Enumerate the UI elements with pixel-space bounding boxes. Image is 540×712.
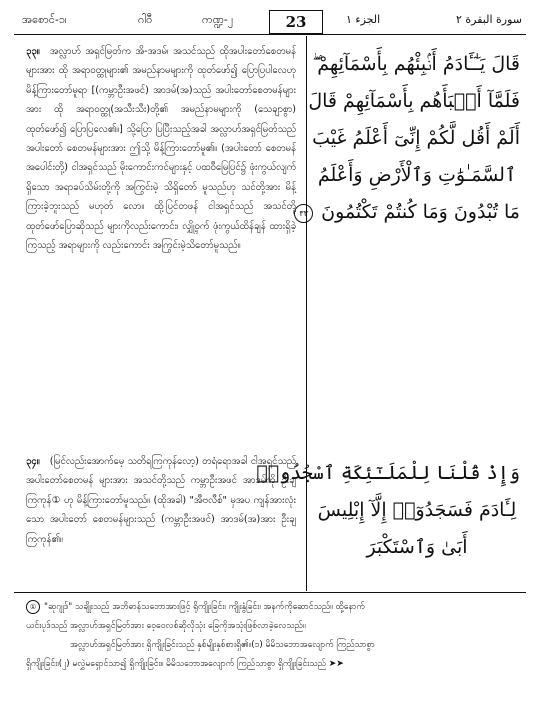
arabic-verse-34 [256,455,520,566]
part-label: ကဏ္ဍ-၂ [202,13,234,26]
footnotes [26,598,522,674]
arabic-line-with-mark [299,194,520,231]
juz-label: الجزء ١ [346,13,381,26]
arabic-verse-33 [299,46,520,231]
continue-arrows-icon: ➤➤ [328,659,344,669]
footnote-line: ယင်းပုဒ်သည် အလ္လာဟ်အရှင်မြတ်အား ဝေ့ဝေလစ်ဆိုလိုသုံး ခြေကိုအသုံးဖြစ်လာခဲ့လေသည်။ [26,621,306,631]
arabic-line: أَلَمْ أَقُل لَّكُمْ إِنِّىٓ أَعْلَمُ غَيْبَ [312,127,520,149]
column-divider [306,36,307,591]
translation-verse-33 [26,42,296,255]
arabic-line: أَبَىٰ وَٱسْتَكْبَرَ [366,536,468,558]
page-header [14,10,526,34]
surah-label: سورة البقرة ٢ [455,13,522,26]
verse-number: ၃၃။ [26,46,40,57]
translation-text: အလ္လာဟ် အရှင်မြတ်က အိ-အဒမ်၊ အသင်သည် ထိုအပါးတော်စေတမန်များအား ထို အရာဝတ္ထုများ၏ အမည်နာမများကို ထုတ်ဖော်၍ ပြောပြပါလေဟု မိန့်ကြားတော်မူရာ [(ကမ္ဘာဦးအဖင်) အာဒမ်(အ)သည် အပါးတော်စေတမန်များအား ထို အရာဝတ္ထု(အသီးသီး)တို့၏ အမည်နာမများကို (သေချာစွာ) ထုတ်ဖော်၍ ပြောပြလေ၏။] သို့ပြော ပြပြီးသည့်အခါ အလ္လာဟ်အရှင်မြတ်သည် အပါးတော် စေတမန်များအား ဤသို့ မိန့်ကြားတော်မူ၏။ (အပါးတော် စေတမန်အပေါင်းတို့) ငါအရှင်သည် မိုးကောင်းကင်များနှင့် ပထဝီမြေပြင်၌ ဖုံးကွယ်လျက် ရှိသော အရာခပ်သိမ်းတို့ကို အကြွင်းမဲ့ သိရှိတော် မူသည်ဟု သင်တို့အား မိန့်ကြားခဲ့ဘူးသည် မဟုတ် လော။ ထို့ပြင်တဖန် ငါအရှင်သည် အသင်တို့ ထုတ်ဖော်ပြောဆိုသည် များကိုလည်းကောင်း၊ လျှို့ဝှက် ဖုံးကွယ်ထိန်ချန် ထားရှိခဲ့ကြသည့် အရာများကို လည်းကောင်း အကြွင်းမဲ့သိတော်မူသည်။ [26,46,296,252]
arabic-line: فَلَمَّآ أَنۢبَأَهُم بِأَسْمَآئِهِمْ قَالَ [308,90,520,112]
header-rule [14,34,526,35]
footnote-rule [14,592,526,593]
footnote-line [26,655,522,674]
footnote-text: "ဆုဂျုဒ်" သချိုးသည် အဘိဓာန်သဘောအားဖြင့် ရိုကျိုးခြင်း၊ ကျိုးနွံခြင်း၊ အနက်ကိုဆောင်သည်။ ထို့နောက် [44,602,365,612]
arabic-line: مَا تُبْدُونَ وَمَا كُنتُمْ تَكْتُمُونَ [321,201,520,223]
arabic-line: وَإِذْ قُلْنَا لِلْمَلَـٰٓئِكَةِ ٱسْجُدُوا۟ [256,462,520,484]
volume-label: အစောင်-၁၊ [22,13,67,26]
arabic-line: ٱلسَّمَـٰوَٰتِ وَٱلْأَرْضِ وَأَعْلَمُ [317,164,517,186]
page-number: 23 [269,10,323,34]
translation-text: (မြင်လည်းအောက်မေ့ သတိရကြကုန်လော့) တရံရောအခါ ငါအရှင်သည် အပါးတော်စေတမန် များအား အသင်တို့သည် ကမ္ဘာဦးအဖင် အာဒမ်ကို ဦးချကြကုန်① ဟု မိန့်ကြားတော်မူသည်။ (ထိုအခါ) "အီဗလီစ်" မှအပ ကျန်အားလုံးသော အပါးတော် စေတမန်များသည် (ကမ္ဘာဦးအဖင်) အာဒမ်(အ)အား ဦးချကြကုန်၏။ [26,456,296,545]
footnote-marker: ① [26,600,40,614]
footnote-text: ရှိကျိုးခြင်း၊(၂) မလွှဲမရှောင်သာ၍ ရှိကျိုးခြင်း။ မိမိသဘောအလျောက် ကြည်သာစွာ ရှိကျိုးခြင်းသည် [26,659,326,669]
section-label: ဂါဝီ [138,13,153,26]
footnote-line: အလ္လာဟ်အရှင်မြတ်အား ရှိကျိုးခြင်းသည် နှစ်မျိုးနှစ်စားရှိ၏။(၁) မိမိသဘောအလျောက် ကြည်သာစွာ [70,640,375,650]
ayah-number-mark: ٣٣ [294,204,313,223]
arabic-line: قَالَ يَـٰٓـَٔادَمُ أَنۢبِئْهُم بِأَسْمَآئِهِمْ ۖ [312,53,520,75]
verse-number: ၃၄။ [26,456,40,467]
arabic-line: لِـَٔادَمَ فَسَجَدُوٓا۟ إِلَّآ إِبْلِيسَ [317,499,517,521]
footnote-line [26,598,522,617]
